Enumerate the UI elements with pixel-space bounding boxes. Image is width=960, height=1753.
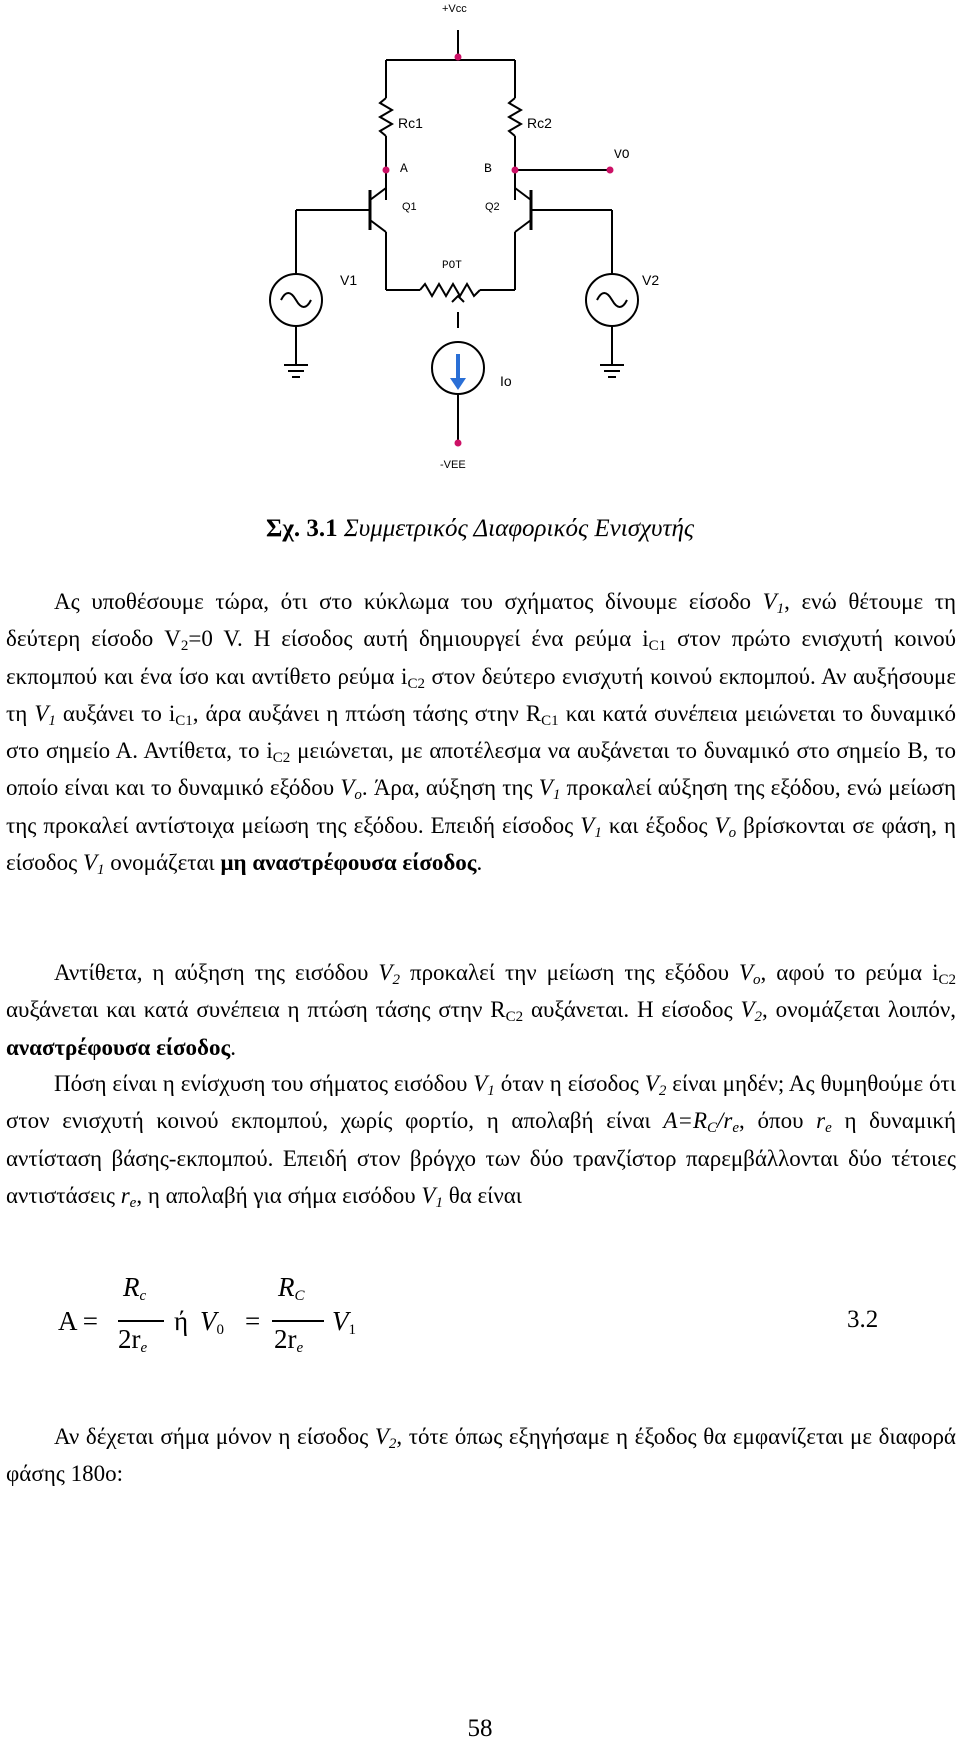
differential-amplifier-schematic — [0, 0, 960, 490]
rc2-resistor — [509, 98, 521, 136]
vee-label: -VEE — [440, 459, 466, 471]
equation-3-2: A = $R_c$ $2r_e$ ή $V_0$ = $R_C$ $2r_e$ $V_1$ 3.2 — [58, 1272, 879, 1356]
q2-label: Q2 — [485, 201, 500, 213]
paragraph-1: Ας υποθέσουμε τώρα, ότι στο κύκλωμα του σχήματος δίνουμε είσοδο $V_1$, ενώ θέτουμε τη δεύτερη είσοδο $V_2=0$ V. Η είσοδος αυτή δημιουργεί ένα ρεύμα $i_{C1}$ στον πρώτο ενισχυτή κοινού εκπομπού και ένα ίσο και αντίθετο ρεύμα $i_{C2}$ στον δεύτερο ενισχυτή κοινού εκπομπού. Αν αυξήσουμε τη $V_1$ αυξάνει το $i_{C1}$, άρα αυξάνει η πτώση τάσης στην $R_{C1}$ και κατά συνέπεια μειώνεται το δυναμικό στο σημείο Α. Αντίθετα, το $i_{C2}$ μειώνεται, με αποτέλεσμα να αυξάνεται το δυναμικό στο σημείο Β, το οποίο είναι και το δυναμικό εξόδου $V_o$. Άρα, αύξηση της $V_1$ προκαλεί αύξηση της εξόδου, ενώ μείωση της προκαλεί αντίστοιχα μείωση της εξόδου. Επειδή είσοδος $V_1$ και έξοδος $V_o$ βρίσκονται σε φάση, η είσοδος $V_1$ ονομάζεται μη αναστρέφουσα είσοδος. — [6, 589, 957, 879]
figure-title: Συμμετρικός Διαφορικός Ενισχυτής — [343, 515, 695, 542]
vcc-label: +Vcc — [442, 3, 467, 15]
rc1-resistor — [380, 98, 392, 136]
rc1-label: Rc1 — [398, 115, 423, 131]
paragraph-2: Αντίθετα, η αύξηση της εισόδου $V_2$ προκαλεί την μείωση της εξόδου $V_o$, αφού το ρεύμα $i_{C2}$ αυξάνεται και κατά συνέπεια η πτώση τάσης στην $R_{C2}$ αυξάνεται. Η είσοδος $V_2$, ονομάζεται λοιπόν, αναστρέφουσα είσοδος. — [6, 960, 956, 1060]
v1-label: V1 — [340, 272, 358, 288]
pot-resistor — [420, 284, 480, 296]
rc2-label: Rc2 — [527, 115, 552, 131]
q1-label: Q1 — [402, 201, 417, 213]
paragraph-4: Αν δέχεται σήμα μόνον η είσοδος $V_2$, τότε όπως εξηγήσαμε η έξοδος θα εμφανίζεται με διαφορά φάσης 180ο: — [6, 1424, 956, 1487]
ground-icon — [600, 365, 624, 377]
figure-caption — [0, 515, 960, 543]
vo-label: VO — [614, 147, 630, 162]
ground-icon — [284, 365, 308, 377]
v2-label: V2 — [642, 272, 660, 288]
node-a-label: A — [400, 161, 408, 176]
node-b-label: B — [484, 161, 492, 176]
inverting-input-term: αναστρέφουσα είσοδος — [6, 1034, 231, 1060]
page-number: 58 — [467, 1715, 493, 1742]
pot-label: POT — [442, 260, 462, 272]
io-label: Io — [500, 373, 512, 389]
paragraph-3: Πόση είναι η ενίσχυση του σήματος εισόδου $V_1$ όταν η είσοδος $V_2$ είναι μηδέν; Ας θυμηθούμε ότι στον ενισχυτή κοινού εκπομπού, χωρίς φορτίο, η απολαβή είναι $A=R_C/r_e$, όπου $r_e$ η δυναμική αντίσταση βάσης-εκπομπού. Επειδή στον βρόγχο των δύο τρανζίστορ παρεμβάλλονται δύο τέτοιες αντιστάσεις $r_e$, η απολαβή για σήμα εισόδου $V_1$ θα είναι — [6, 1071, 956, 1211]
equation-number: 3.2 — [847, 1306, 879, 1333]
non-inverting-input-term: μη αναστρέφουσα είσοδος — [220, 850, 477, 876]
figure-number: Σχ. 3.1 — [265, 515, 338, 542]
